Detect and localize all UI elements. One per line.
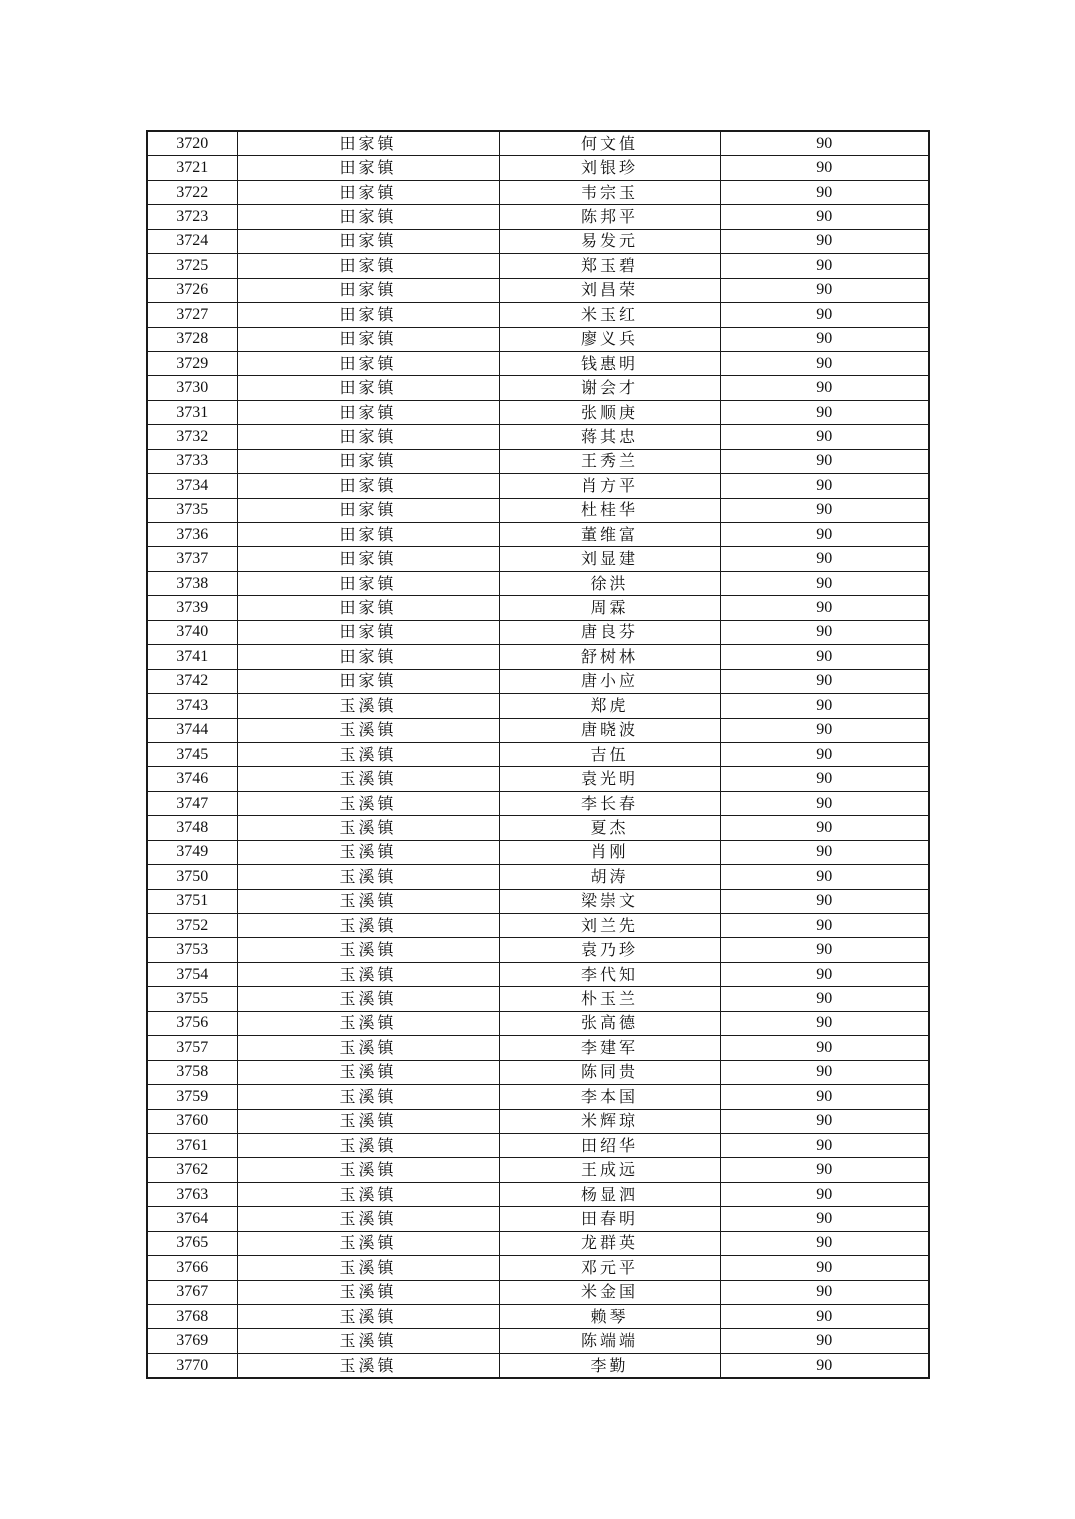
cell-number: 3739 [147, 596, 237, 620]
cell-number: 3759 [147, 1085, 237, 1109]
cell-name: 李本国 [499, 1085, 720, 1109]
cell-number: 3731 [147, 400, 237, 424]
table-row [147, 205, 929, 229]
cell-name: 刘显建 [499, 547, 720, 571]
table-row [147, 523, 929, 547]
cell-town: 玉溪镇 [237, 1256, 499, 1280]
cell-name: 王成远 [499, 1158, 720, 1182]
cell-name: 米金国 [499, 1280, 720, 1304]
cell-name: 李代知 [499, 962, 720, 986]
table-row [147, 767, 929, 791]
cell-name: 李长春 [499, 791, 720, 815]
cell-number: 3726 [147, 278, 237, 302]
cell-score: 90 [720, 180, 929, 204]
cell-name: 李建军 [499, 1036, 720, 1060]
cell-score: 90 [720, 1060, 929, 1084]
cell-name: 钱惠明 [499, 351, 720, 375]
cell-name: 易发元 [499, 229, 720, 253]
cell-score: 90 [720, 205, 929, 229]
cell-score: 90 [720, 645, 929, 669]
cell-score: 90 [720, 1353, 929, 1378]
table-row [147, 425, 929, 449]
cell-name: 唐良芬 [499, 620, 720, 644]
cell-number: 3753 [147, 938, 237, 962]
table-row [147, 327, 929, 351]
cell-town: 玉溪镇 [237, 694, 499, 718]
cell-town: 田家镇 [237, 474, 499, 498]
cell-name: 夏杰 [499, 816, 720, 840]
cell-score: 90 [720, 987, 929, 1011]
table-row [147, 1256, 929, 1280]
cell-name: 袁光明 [499, 767, 720, 791]
cell-town: 玉溪镇 [237, 1060, 499, 1084]
cell-number: 3736 [147, 523, 237, 547]
cell-score: 90 [720, 1109, 929, 1133]
table-row [147, 1329, 929, 1353]
table-row [147, 571, 929, 595]
table-body [147, 131, 929, 1378]
cell-town: 玉溪镇 [237, 889, 499, 913]
cell-score: 90 [720, 1207, 929, 1231]
cell-name: 董维富 [499, 523, 720, 547]
cell-score: 90 [720, 351, 929, 375]
cell-score: 90 [720, 425, 929, 449]
table-row [147, 180, 929, 204]
table-row [147, 987, 929, 1011]
cell-name: 吉伍 [499, 742, 720, 766]
table-row [147, 400, 929, 424]
cell-town: 玉溪镇 [237, 1011, 499, 1035]
cell-name: 田绍华 [499, 1133, 720, 1157]
cell-score: 90 [720, 254, 929, 278]
cell-number: 3752 [147, 914, 237, 938]
cell-score: 90 [720, 1085, 929, 1109]
table-row [147, 498, 929, 522]
cell-name: 邓元平 [499, 1256, 720, 1280]
table-row [147, 694, 929, 718]
cell-score: 90 [720, 718, 929, 742]
cell-town: 田家镇 [237, 131, 499, 156]
cell-town: 玉溪镇 [237, 1231, 499, 1255]
cell-number: 3743 [147, 694, 237, 718]
cell-number: 3751 [147, 889, 237, 913]
cell-score: 90 [720, 1036, 929, 1060]
cell-name: 赖琴 [499, 1305, 720, 1329]
cell-name: 刘兰先 [499, 914, 720, 938]
cell-number: 3760 [147, 1109, 237, 1133]
cell-name: 肖刚 [499, 840, 720, 864]
table-row [147, 229, 929, 253]
cell-score: 90 [720, 1256, 929, 1280]
cell-name: 田春明 [499, 1207, 720, 1231]
cell-name: 陈端端 [499, 1329, 720, 1353]
table-row [147, 1060, 929, 1084]
cell-name: 廖义兵 [499, 327, 720, 351]
cell-score: 90 [720, 742, 929, 766]
cell-name: 韦宗玉 [499, 180, 720, 204]
cell-name: 张顺庚 [499, 400, 720, 424]
cell-town: 田家镇 [237, 327, 499, 351]
cell-name: 米玉红 [499, 303, 720, 327]
cell-town: 田家镇 [237, 571, 499, 595]
cell-number: 3754 [147, 962, 237, 986]
cell-number: 3769 [147, 1329, 237, 1353]
cell-number: 3756 [147, 1011, 237, 1035]
cell-town: 田家镇 [237, 180, 499, 204]
cell-number: 3747 [147, 791, 237, 815]
cell-score: 90 [720, 1182, 929, 1206]
cell-town: 玉溪镇 [237, 914, 499, 938]
cell-score: 90 [720, 767, 929, 791]
cell-number: 3765 [147, 1231, 237, 1255]
cell-score: 90 [720, 1011, 929, 1035]
cell-town: 玉溪镇 [237, 938, 499, 962]
cell-score: 90 [720, 327, 929, 351]
cell-town: 田家镇 [237, 596, 499, 620]
cell-score: 90 [720, 1329, 929, 1353]
cell-number: 3770 [147, 1353, 237, 1378]
cell-score: 90 [720, 376, 929, 400]
cell-number: 3727 [147, 303, 237, 327]
cell-score: 90 [720, 303, 929, 327]
cell-name: 郑虎 [499, 694, 720, 718]
cell-score: 90 [720, 1133, 929, 1157]
cell-name: 唐晓波 [499, 718, 720, 742]
cell-score: 90 [720, 1231, 929, 1255]
data-table [146, 130, 930, 1379]
table-row [147, 938, 929, 962]
table-row [147, 474, 929, 498]
cell-town: 田家镇 [237, 498, 499, 522]
cell-name: 袁乃珍 [499, 938, 720, 962]
cell-town: 田家镇 [237, 376, 499, 400]
table-row [147, 865, 929, 889]
cell-town: 玉溪镇 [237, 865, 499, 889]
cell-number: 3764 [147, 1207, 237, 1231]
cell-name: 梁崇文 [499, 889, 720, 913]
cell-name: 胡涛 [499, 865, 720, 889]
cell-town: 玉溪镇 [237, 1109, 499, 1133]
cell-name: 蒋其忠 [499, 425, 720, 449]
cell-name: 舒树林 [499, 645, 720, 669]
cell-town: 玉溪镇 [237, 1280, 499, 1304]
cell-number: 3744 [147, 718, 237, 742]
cell-score: 90 [720, 523, 929, 547]
cell-number: 3745 [147, 742, 237, 766]
cell-score: 90 [720, 449, 929, 473]
table-row [147, 1158, 929, 1182]
cell-score: 90 [720, 131, 929, 156]
cell-number: 3768 [147, 1305, 237, 1329]
table-row [147, 1109, 929, 1133]
cell-number: 3740 [147, 620, 237, 644]
cell-name: 朴玉兰 [499, 987, 720, 1011]
table-row [147, 914, 929, 938]
table-row [147, 645, 929, 669]
cell-name: 陈邦平 [499, 205, 720, 229]
cell-town: 田家镇 [237, 205, 499, 229]
cell-number: 3723 [147, 205, 237, 229]
cell-score: 90 [720, 474, 929, 498]
cell-score: 90 [720, 791, 929, 815]
cell-town: 玉溪镇 [237, 791, 499, 815]
cell-score: 90 [720, 1280, 929, 1304]
cell-number: 3729 [147, 351, 237, 375]
cell-score: 90 [720, 596, 929, 620]
cell-name: 米辉琼 [499, 1109, 720, 1133]
table-row [147, 620, 929, 644]
table-row [147, 1207, 929, 1231]
cell-town: 玉溪镇 [237, 1182, 499, 1206]
table-row [147, 1133, 929, 1157]
cell-town: 田家镇 [237, 547, 499, 571]
table-row [147, 1011, 929, 1035]
cell-number: 3763 [147, 1182, 237, 1206]
table-row [147, 816, 929, 840]
cell-number: 3725 [147, 254, 237, 278]
cell-score: 90 [720, 400, 929, 424]
cell-number: 3757 [147, 1036, 237, 1060]
cell-score: 90 [720, 669, 929, 693]
cell-town: 田家镇 [237, 254, 499, 278]
table-row [147, 718, 929, 742]
cell-number: 3766 [147, 1256, 237, 1280]
cell-number: 3724 [147, 229, 237, 253]
cell-number: 3750 [147, 865, 237, 889]
cell-number: 3733 [147, 449, 237, 473]
cell-name: 刘昌荣 [499, 278, 720, 302]
table-row [147, 1353, 929, 1378]
cell-score: 90 [720, 547, 929, 571]
table-row [147, 449, 929, 473]
table-row [147, 254, 929, 278]
cell-town: 田家镇 [237, 303, 499, 327]
table-row [147, 547, 929, 571]
cell-number: 3737 [147, 547, 237, 571]
cell-number: 3735 [147, 498, 237, 522]
table-row [147, 303, 929, 327]
cell-number: 3721 [147, 156, 237, 180]
cell-number: 3738 [147, 571, 237, 595]
cell-name: 刘银珍 [499, 156, 720, 180]
table-row [147, 351, 929, 375]
table-row [147, 376, 929, 400]
cell-score: 90 [720, 865, 929, 889]
cell-town: 玉溪镇 [237, 1305, 499, 1329]
cell-name: 郑玉碧 [499, 254, 720, 278]
cell-town: 玉溪镇 [237, 742, 499, 766]
cell-town: 田家镇 [237, 156, 499, 180]
table-row [147, 1280, 929, 1304]
table-row [147, 131, 929, 156]
cell-name: 龙群英 [499, 1231, 720, 1255]
cell-number: 3767 [147, 1280, 237, 1304]
table-row [147, 1182, 929, 1206]
cell-score: 90 [720, 156, 929, 180]
table-row [147, 596, 929, 620]
cell-town: 田家镇 [237, 620, 499, 644]
cell-score: 90 [720, 694, 929, 718]
table-row [147, 962, 929, 986]
cell-town: 玉溪镇 [237, 1036, 499, 1060]
cell-town: 玉溪镇 [237, 718, 499, 742]
cell-number: 3732 [147, 425, 237, 449]
cell-score: 90 [720, 914, 929, 938]
cell-number: 3749 [147, 840, 237, 864]
cell-score: 90 [720, 1158, 929, 1182]
cell-score: 90 [720, 278, 929, 302]
table-row [147, 1231, 929, 1255]
cell-name: 王秀兰 [499, 449, 720, 473]
cell-name: 肖方平 [499, 474, 720, 498]
cell-score: 90 [720, 938, 929, 962]
table-row [147, 791, 929, 815]
cell-name: 谢会才 [499, 376, 720, 400]
cell-name: 何文值 [499, 131, 720, 156]
cell-number: 3720 [147, 131, 237, 156]
cell-score: 90 [720, 620, 929, 644]
cell-name: 唐小应 [499, 669, 720, 693]
cell-town: 田家镇 [237, 229, 499, 253]
cell-name: 张高德 [499, 1011, 720, 1035]
cell-number: 3762 [147, 1158, 237, 1182]
cell-score: 90 [720, 889, 929, 913]
cell-name: 杜桂华 [499, 498, 720, 522]
cell-town: 玉溪镇 [237, 816, 499, 840]
table-row [147, 889, 929, 913]
cell-town: 田家镇 [237, 351, 499, 375]
cell-town: 玉溪镇 [237, 1207, 499, 1231]
cell-number: 3730 [147, 376, 237, 400]
cell-town: 玉溪镇 [237, 1329, 499, 1353]
cell-town: 玉溪镇 [237, 1158, 499, 1182]
table-row [147, 1036, 929, 1060]
cell-name: 周霖 [499, 596, 720, 620]
table-row [147, 278, 929, 302]
cell-number: 3761 [147, 1133, 237, 1157]
cell-town: 田家镇 [237, 400, 499, 424]
table-row [147, 156, 929, 180]
table-row [147, 840, 929, 864]
cell-town: 田家镇 [237, 278, 499, 302]
cell-town: 玉溪镇 [237, 987, 499, 1011]
table-row [147, 1305, 929, 1329]
cell-town: 玉溪镇 [237, 1085, 499, 1109]
cell-name: 李勤 [499, 1353, 720, 1378]
cell-number: 3734 [147, 474, 237, 498]
cell-number: 3728 [147, 327, 237, 351]
cell-number: 3722 [147, 180, 237, 204]
cell-score: 90 [720, 229, 929, 253]
cell-name: 徐洪 [499, 571, 720, 595]
cell-score: 90 [720, 571, 929, 595]
cell-score: 90 [720, 816, 929, 840]
cell-town: 田家镇 [237, 425, 499, 449]
cell-town: 玉溪镇 [237, 962, 499, 986]
cell-town: 玉溪镇 [237, 1353, 499, 1378]
cell-town: 玉溪镇 [237, 1133, 499, 1157]
cell-town: 玉溪镇 [237, 767, 499, 791]
cell-town: 玉溪镇 [237, 840, 499, 864]
cell-number: 3746 [147, 767, 237, 791]
cell-number: 3741 [147, 645, 237, 669]
table-row [147, 669, 929, 693]
cell-town: 田家镇 [237, 523, 499, 547]
cell-name: 陈同贵 [499, 1060, 720, 1084]
cell-number: 3755 [147, 987, 237, 1011]
cell-score: 90 [720, 1305, 929, 1329]
cell-number: 3758 [147, 1060, 237, 1084]
cell-score: 90 [720, 498, 929, 522]
cell-score: 90 [720, 840, 929, 864]
cell-score: 90 [720, 962, 929, 986]
cell-town: 田家镇 [237, 669, 499, 693]
cell-town: 田家镇 [237, 449, 499, 473]
table-row [147, 1085, 929, 1109]
cell-name: 杨显泗 [499, 1182, 720, 1206]
table-row [147, 742, 929, 766]
cell-number: 3748 [147, 816, 237, 840]
cell-number: 3742 [147, 669, 237, 693]
cell-town: 田家镇 [237, 645, 499, 669]
